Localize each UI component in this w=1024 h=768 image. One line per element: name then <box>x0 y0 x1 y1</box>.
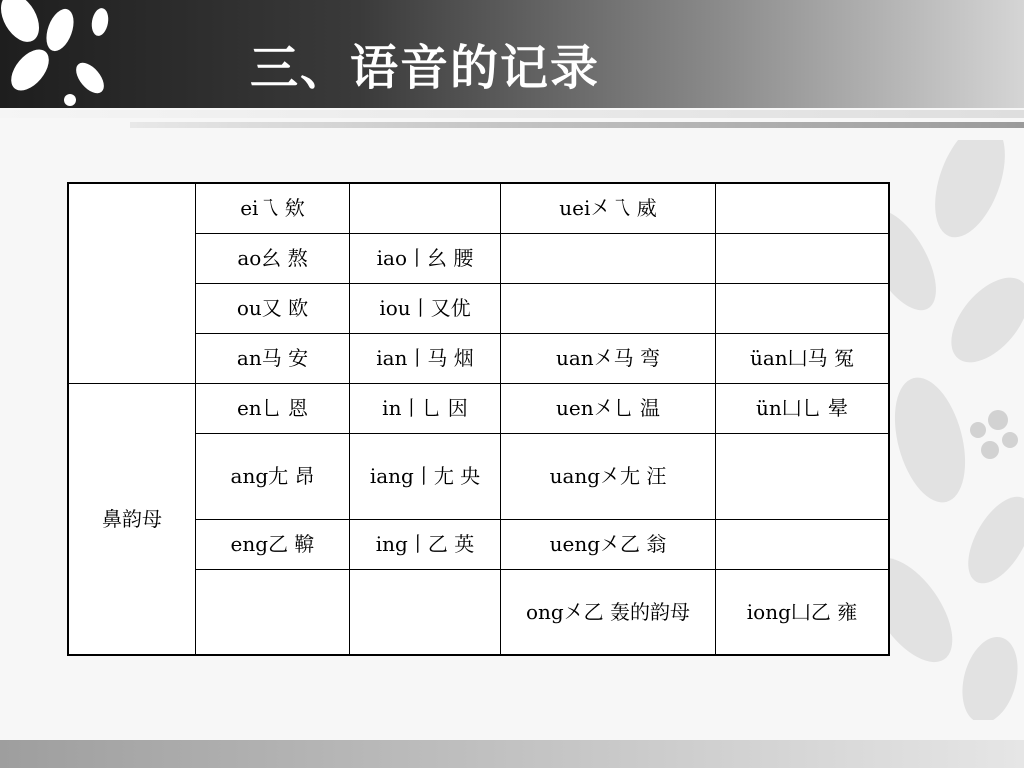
table-cell-empty <box>68 183 196 383</box>
floral-decoration-icon <box>0 0 130 108</box>
finals-table <box>67 182 890 656</box>
header-divider <box>0 110 1024 118</box>
table-cell: uen㐅乚 温 <box>501 383 716 433</box>
table-cell: ueng㐅乙 翁 <box>501 519 716 569</box>
table-cell: ian丨马 烟 <box>350 333 501 383</box>
table-cell: iong凵乙 雍 <box>716 569 890 655</box>
table-cell: uei㐅乁 威 <box>501 183 716 233</box>
table-cell: an马 安 <box>196 333 350 383</box>
title-banner <box>0 0 1024 108</box>
table-cell <box>350 183 501 233</box>
table-cell: uan㐅马 弯 <box>501 333 716 383</box>
table-cell: en乚 恩 <box>196 383 350 433</box>
table-cell: eng乙 鞥 <box>196 519 350 569</box>
table-cell: ong㐅乙 轰的韵母 <box>501 569 716 655</box>
table-cell: in丨乚 因 <box>350 383 501 433</box>
table-row <box>68 383 889 433</box>
table-cell: ao幺 熬 <box>196 233 350 283</box>
table-cell <box>716 433 890 519</box>
table-cell <box>350 569 501 655</box>
table-row <box>68 183 889 233</box>
page-title: 三、语音的记录 <box>250 40 601 96</box>
table-cell: iao丨幺 腰 <box>350 233 501 283</box>
table-cell: iou丨又优 <box>350 283 501 333</box>
row-group-label: 鼻韵母 <box>68 383 196 655</box>
table-cell: ing丨乙 英 <box>350 519 501 569</box>
table-cell <box>716 519 890 569</box>
table-cell: iang丨尢 央 <box>350 433 501 519</box>
table-cell <box>501 283 716 333</box>
table-cell: üan凵马 冤 <box>716 333 890 383</box>
table-cell: uang㐅尢 汪 <box>501 433 716 519</box>
table-cell <box>716 233 890 283</box>
table-cell: ang尢 昂 <box>196 433 350 519</box>
table-cell <box>196 569 350 655</box>
table-cell <box>716 183 890 233</box>
table-cell: ou又 欧 <box>196 283 350 333</box>
table-cell <box>501 233 716 283</box>
header-accent-line <box>130 122 1024 128</box>
table-cell: ün凵乚 晕 <box>716 383 890 433</box>
table-cell <box>716 283 890 333</box>
table-cell: ei乁 欸 <box>196 183 350 233</box>
footer-bar <box>0 740 1024 768</box>
